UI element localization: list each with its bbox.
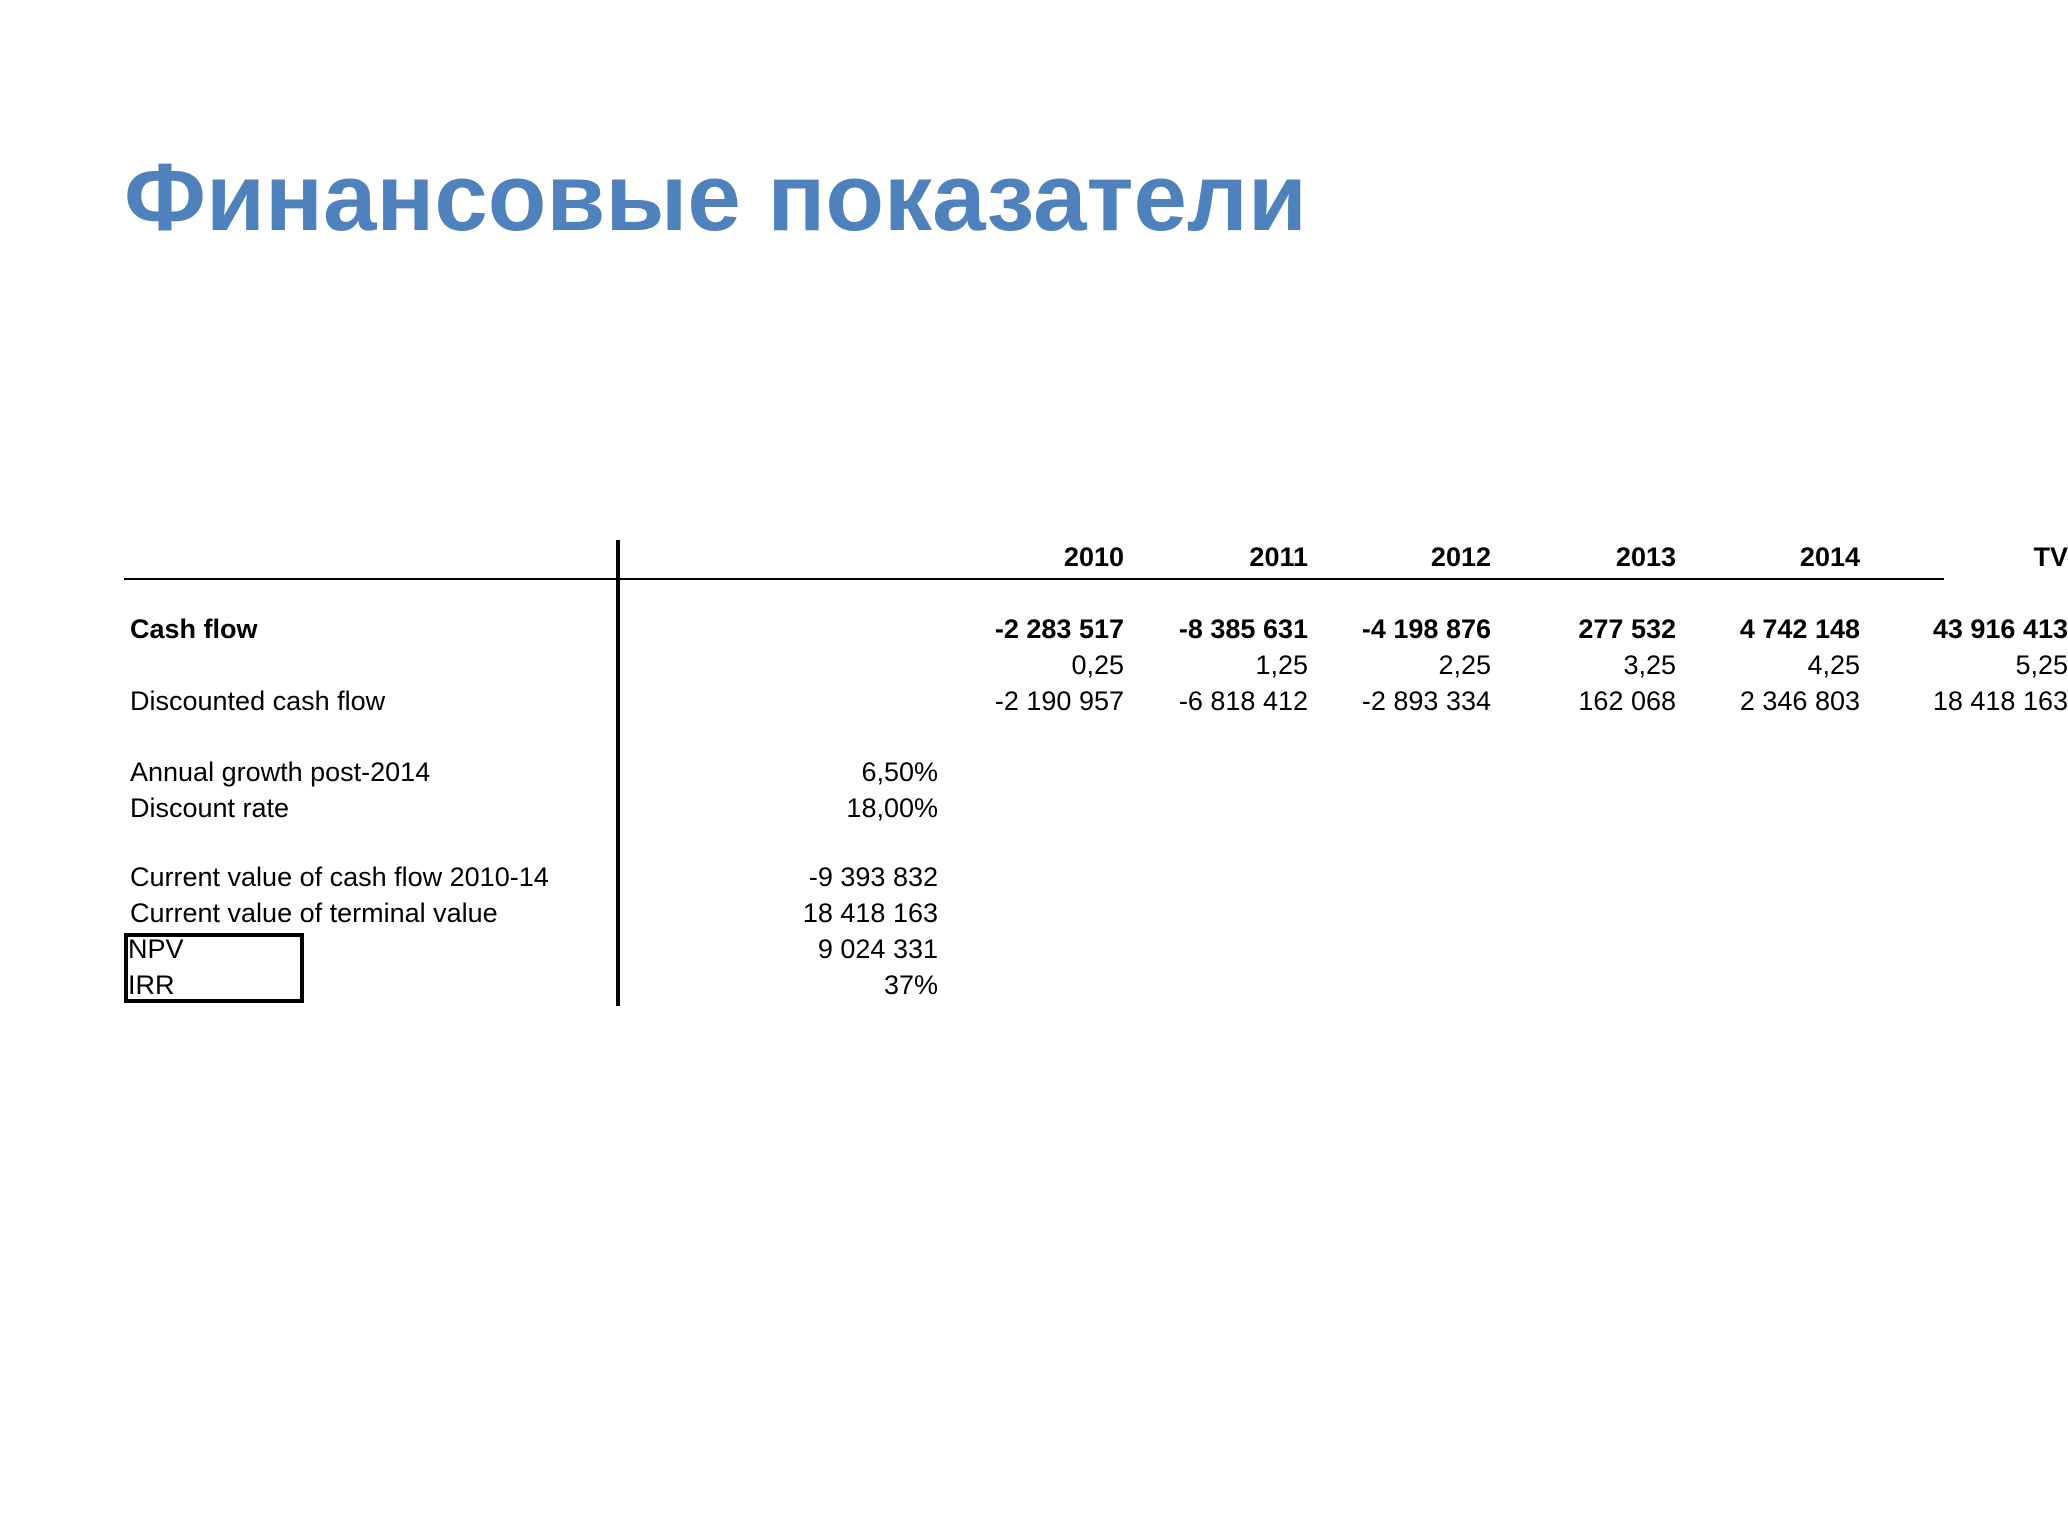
cash-flow-2010: -2 283 517: [994, 614, 1124, 644]
period-2013: 3,25: [1623, 650, 1676, 680]
summary-label-npv: NPV: [128, 934, 184, 964]
period-tv: 5,25: [2015, 650, 2068, 680]
dcf-2013: 162 068: [1578, 686, 1676, 716]
page-title: Финансовые показатели: [124, 144, 1307, 251]
header-tv: TV: [2033, 542, 2068, 572]
summary-label-irr: IRR: [128, 970, 175, 1000]
period-2011: 1,25: [1255, 650, 1308, 680]
period-2012: 2,25: [1438, 650, 1491, 680]
cash-flow-2011: -8 385 631: [1178, 614, 1308, 644]
header-divider: [124, 578, 1944, 580]
header-year-2014: 2014: [1799, 542, 1860, 572]
dcf-2011: -6 818 412: [1178, 686, 1308, 716]
summary-value-npv: 9 024 331: [817, 934, 938, 964]
cash-flow-tv: 43 916 413: [1932, 614, 2068, 644]
cash-flow-2013: 277 532: [1578, 614, 1676, 644]
cash-flow-2012: -4 198 876: [1361, 614, 1491, 644]
assumption-value-discount-rate: 18,00%: [846, 793, 938, 823]
summary-value-current-value-cash-flow: -9 393 832: [808, 862, 938, 892]
header-year-2012: 2012: [1430, 542, 1491, 572]
dcf-2012: -2 893 334: [1361, 686, 1491, 716]
assumption-label-annual-growth: Annual growth post-2014: [130, 757, 431, 787]
header-year-2013: 2013: [1615, 542, 1676, 572]
summary-label-current-value-cash-flow: Current value of cash flow 2010-14: [130, 862, 549, 892]
financial-table: [124, 540, 2068, 1010]
header-year-2010: 2010: [1063, 542, 1124, 572]
summary-value-irr: 37%: [883, 970, 938, 1000]
label-column-divider: [616, 540, 620, 1006]
dcf-tv: 18 418 163: [1932, 686, 2068, 716]
summary-value-current-value-terminal: 18 418 163: [802, 898, 938, 928]
period-2014: 4,25: [1807, 650, 1860, 680]
dcf-2010: -2 190 957: [994, 686, 1124, 716]
assumption-value-annual-growth: 6,50%: [861, 757, 938, 787]
header-year-2011: 2011: [1249, 542, 1308, 572]
row-label-discounted-cash-flow: Discounted cash flow: [130, 686, 386, 716]
row-label-cash-flow: Cash flow: [130, 614, 258, 644]
summary-label-current-value-terminal: Current value of terminal value: [130, 898, 498, 928]
assumption-label-discount-rate: Discount rate: [130, 793, 290, 823]
cash-flow-2014: 4 742 148: [1739, 614, 1860, 644]
period-2010: 0,25: [1071, 650, 1124, 680]
dcf-2014: 2 346 803: [1739, 686, 1860, 716]
